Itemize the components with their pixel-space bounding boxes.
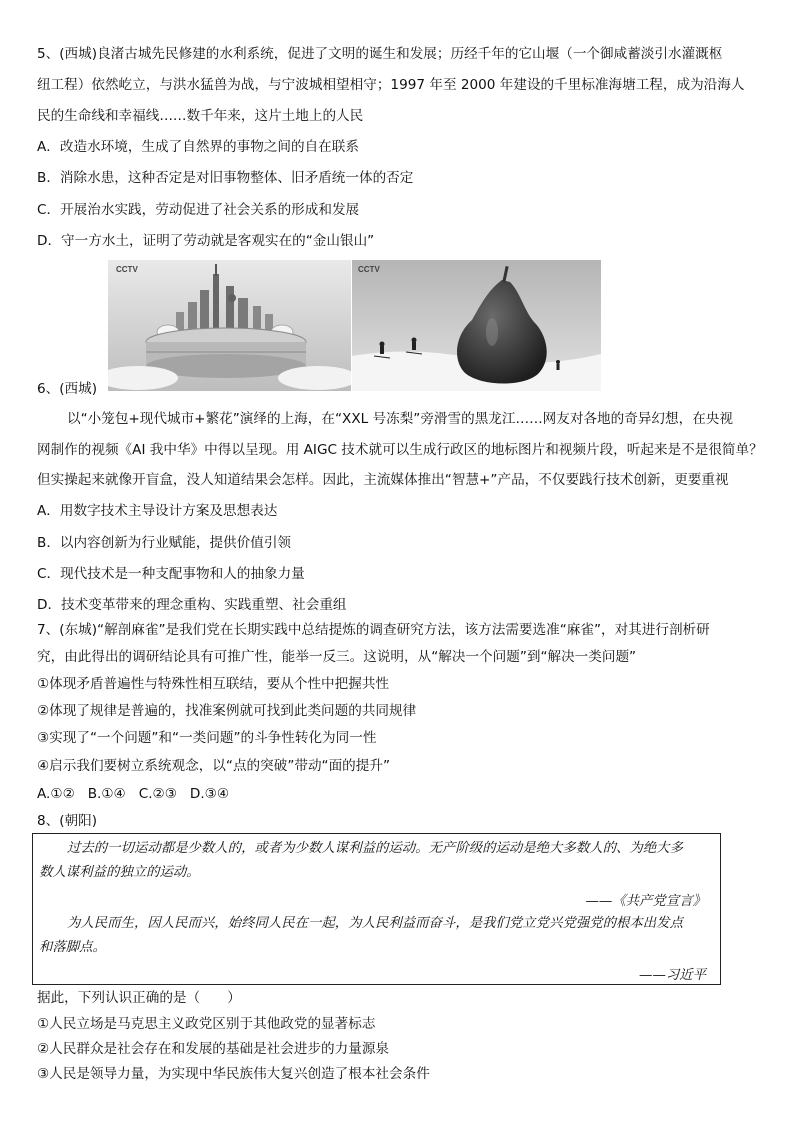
q6-option-b: B．以内容创新为行业赋能，提供价值引领 bbox=[37, 535, 292, 551]
quote1-line-1: 过去的一切运动都是少数人的，或者为少数人谋利益的运动。无产阶级的运动是绝大多数人的、为绝大多 bbox=[67, 841, 683, 856]
q5-option-a: A．改造水环境，生成了自然界的事物之间的自在联系 bbox=[37, 139, 359, 155]
q6-option-d: D．技术变革带来的理念重构、实践重塑、社会重组 bbox=[37, 597, 347, 613]
q8-item-3: ③人民是领导力量，为实现中华民族伟大复兴创造了根本社会条件 bbox=[37, 1066, 430, 1082]
q7-item-2: ②体现了规律是普遍的，找准案例就可找到此类问题的共同规律 bbox=[37, 703, 417, 719]
quote-box bbox=[32, 833, 721, 985]
q5-stem-line-3: 民的生命线和幸福线……数千年来，这片土地上的人民 bbox=[37, 108, 364, 124]
q8-item-1: ①人民立场是马克思主义政党区别于其他政党的显著标志 bbox=[37, 1016, 376, 1032]
q6-option-c: C．现代技术是一种支配事物和人的抽象力量 bbox=[37, 566, 305, 582]
q6-stem-line-2: 网制作的视频《AI 我中华》中得以呈现。用 AIGC 技术就可以生成行政区的地标图片和视频片段，听起来是不是很简单？ bbox=[37, 442, 763, 458]
quote2-source: ——习近平 bbox=[639, 968, 706, 983]
q6-stem-line-3: 但实操起来就像开盲盒，没人知道结果会怎样。因此，主流媒体推出“智慧+”产品，不仅要践行技术创新，更要重视 bbox=[37, 472, 729, 488]
quote1-line-2: 数人谋利益的独立的运动。 bbox=[39, 865, 200, 880]
cctv-logo-right: CCTV bbox=[358, 265, 380, 274]
shanghai-xiaolongbao-illustration bbox=[108, 260, 351, 391]
q8-prompt: 据此，下列认识正确的是（ ） bbox=[37, 990, 241, 1006]
shanghai-xiaolongbao-image bbox=[108, 260, 351, 391]
q6-head: 6、(西城) bbox=[37, 381, 98, 397]
q6-stem-line-1: 以“小笼包+现代城市+繁花”演绎的上海，在“XXL 号冻梨”旁滑雪的黑龙江……网友对各地的奇异幻想，在央视 bbox=[67, 411, 733, 427]
q8-head: 8、(朝阳) bbox=[37, 813, 98, 829]
q5-option-d: D．守一方水土，证明了劳动就是客观实在的“金山银山” bbox=[37, 233, 375, 249]
q6-option-a: A．用数字技术主导设计方案及思想表达 bbox=[37, 503, 278, 519]
q7-choices: A.①② B.①④ C.②③ D.③④ bbox=[37, 786, 230, 802]
cctv-logo-left: CCTV bbox=[116, 265, 138, 274]
q7-item-1: ①体现矛盾普遍性与特殊性相互联结，要从个性中把握共性 bbox=[37, 676, 390, 692]
q7-stem-line-1: 7、(东城)“解剖麻雀”是我们党在长期实践中总结提炼的调查研究方法，该方法需要选准“麻雀”，对其进行剖析研 bbox=[37, 622, 710, 638]
q8-item-2: ②人民群众是社会存在和发展的基础是社会进步的力量源泉 bbox=[37, 1041, 390, 1057]
q7-stem-line-2: 究，由此得出的调研结论具有可推广性，能举一反三。这说明，从“解决一个问题”到“解决一类问题” bbox=[37, 649, 637, 665]
quote2-line-1: 为人民而生，因人民而兴，始终同人民在一起，为人民利益而奋斗，是我们党立党兴党强党的根本出发点 bbox=[67, 916, 683, 931]
quote2-line-2: 和落脚点。 bbox=[39, 940, 106, 955]
frozen-pear-skiing-illustration bbox=[352, 260, 601, 391]
quote1-source: ——《共产党宣言》 bbox=[585, 894, 706, 909]
q5-stem-line-1: 5、(西城)良渚古城先民修建的水利系统，促进了文明的诞生和发展；历经千年的它山堰（一个御咸蓄淡引水灌溉枢 bbox=[37, 46, 723, 62]
frozen-pear-skiing-image bbox=[352, 260, 601, 391]
q5-option-c: C．开展治水实践，劳动促进了社会关系的形成和发展 bbox=[37, 202, 360, 218]
q7-item-4: ④启示我们要树立系统观念，以“点的突破”带动“面的提升” bbox=[37, 758, 391, 774]
q5-stem-line-2: 纽工程）依然屹立，与洪水猛兽为战，与宁波城相望相守；1997 年至 2000 年建设的千里标准海塘工程，成为沿海人 bbox=[37, 77, 745, 93]
q7-item-3: ③实现了“一个问题”和“一类问题”的斗争性转化为同一性 bbox=[37, 730, 377, 746]
q5-option-b: B．消除水患，这种否定是对旧事物整体、旧矛盾统一体的否定 bbox=[37, 170, 414, 186]
